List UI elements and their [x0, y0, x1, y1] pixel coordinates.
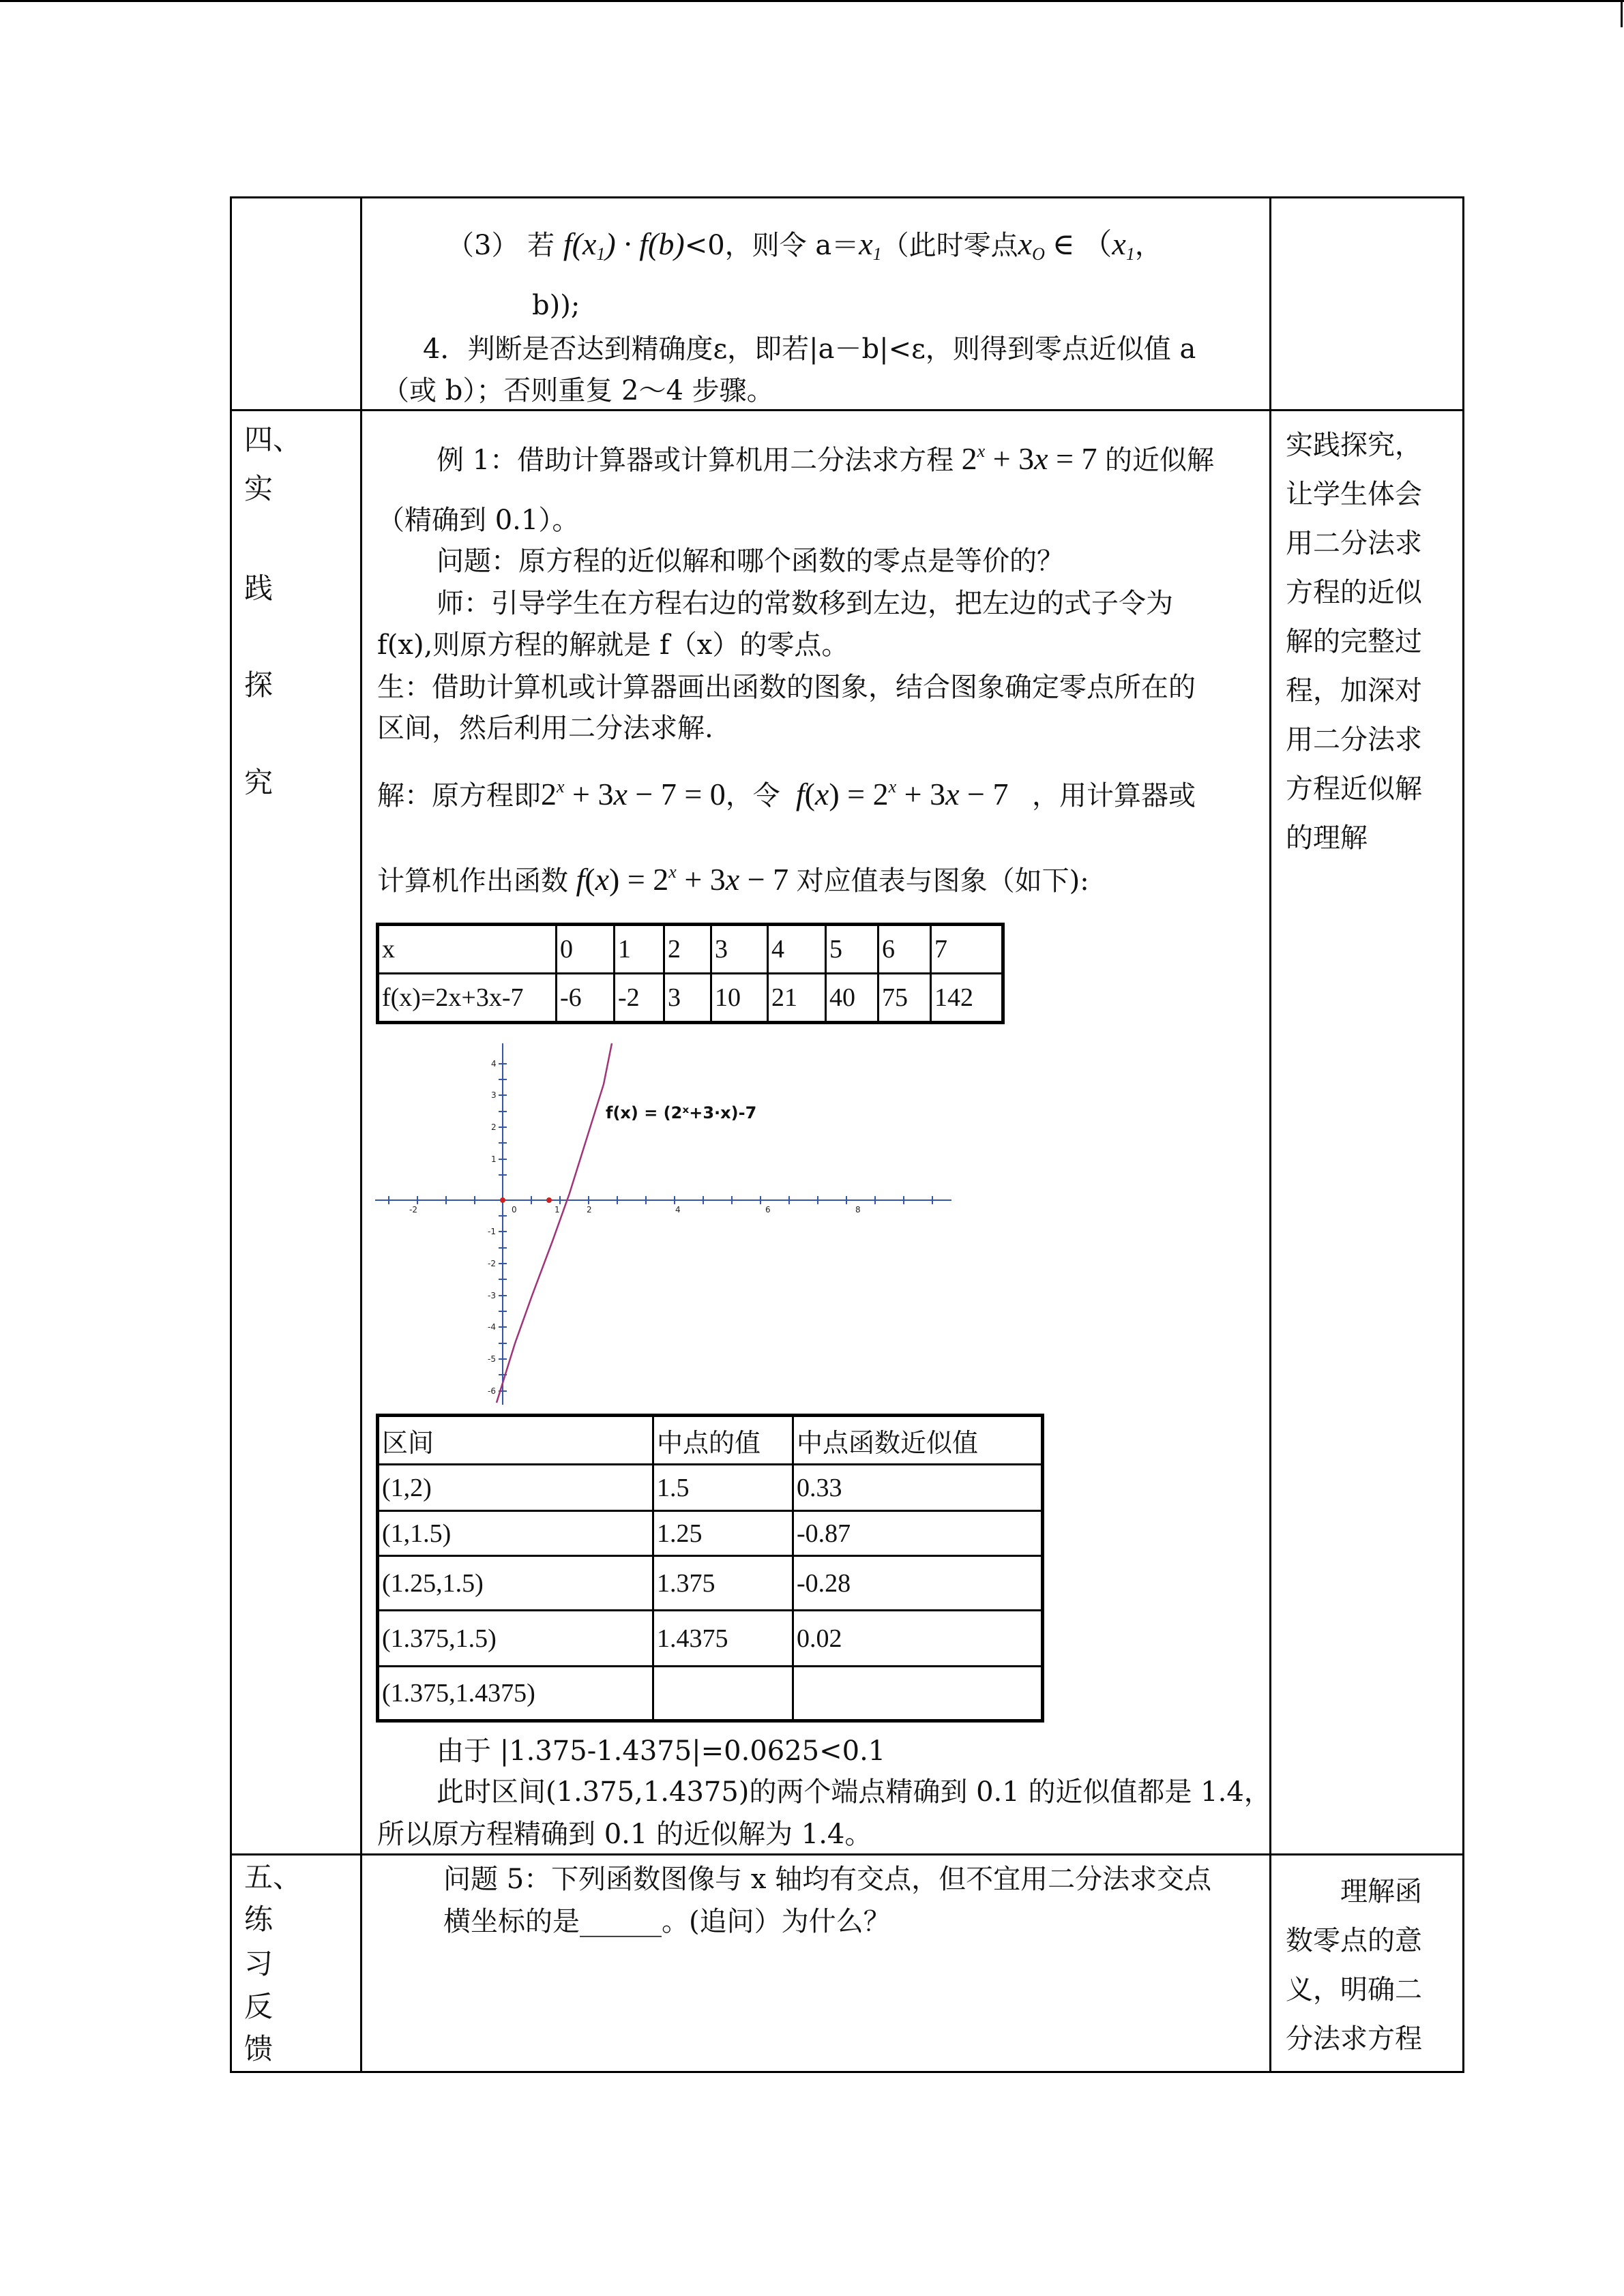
table-header: 中点函数近似值 — [793, 1416, 1043, 1465]
table-row — [378, 1511, 1043, 1556]
section-4-label-0: 四、 — [244, 423, 302, 456]
section-5-note — [1286, 1867, 1422, 2063]
table-cell: 1.4375 — [653, 1611, 793, 1667]
table-cell: 75 — [879, 974, 931, 1023]
table-cell: -0.28 — [793, 1556, 1043, 1611]
table-cell: 1 — [615, 925, 664, 974]
svg-text:-4: -4 — [488, 1322, 496, 1332]
section-5-label-2: 习 — [244, 1947, 274, 1980]
svg-text:8: 8 — [855, 1205, 861, 1214]
section-4-label-2: 践 — [244, 571, 274, 605]
note-line: 分法求方程 — [1286, 2023, 1422, 2055]
table-cell: f(x)=2x+3x-7 — [378, 974, 557, 1023]
example-1-line2: （精确到 0.1）。 — [377, 505, 580, 536]
table-cell: 3 — [664, 974, 711, 1023]
note-line: 程，加深对 — [1286, 675, 1422, 706]
note-line: 方程的近似 — [1286, 577, 1422, 608]
step4-line2: （或 b）；否则重复 2～4 步骤。 — [382, 375, 774, 406]
table-cell: 2 — [664, 925, 711, 974]
note-line: 义，明确二 — [1286, 1974, 1422, 2006]
table-cell: 40 — [826, 974, 879, 1023]
table-cell: x — [378, 925, 557, 974]
section-5-label-1: 练 — [244, 1903, 274, 1936]
svg-text:1: 1 — [555, 1205, 560, 1214]
table-cell: (1.375,1.5) — [378, 1611, 653, 1667]
page-top-border — [0, 0, 1624, 2]
page-corner-mark — [1621, 0, 1623, 27]
function-graph — [375, 1037, 955, 1408]
section-5-label-0: 五、 — [244, 1860, 302, 1894]
table-row — [378, 974, 1003, 1023]
table-cell: (1,2) — [378, 1465, 653, 1511]
note-line: 实践探究， — [1286, 430, 1422, 461]
example-1-line1: 例 1：借助计算器或计算机用二分法求方程 $2^x + 3x = 7$ 的近似解 — [437, 441, 1215, 476]
svg-text:4: 4 — [491, 1059, 497, 1069]
table-cell: (1.25,1.5) — [378, 1556, 653, 1611]
problem-5-line1: 问题 5：下列函数图像与 x 轴均有交点，但不宜用二分法求交点 — [443, 1864, 1212, 1895]
table-cell: 3 — [711, 925, 768, 974]
svg-text:-3: -3 — [488, 1291, 496, 1300]
since-line: 由于 |1.375-1.4375|=0.0625<0.1 — [437, 1735, 886, 1767]
table-cell: 1.375 — [653, 1556, 793, 1611]
svg-text:3: 3 — [491, 1090, 497, 1100]
section-4-label-4: 究 — [244, 766, 274, 799]
table-cell: 0.33 — [793, 1465, 1043, 1511]
svg-text:-6: -6 — [488, 1386, 496, 1396]
conclusion-line2: 所以原方程精确到 0.1 的近似解为 1.4。 — [377, 1819, 872, 1850]
svg-text:4: 4 — [675, 1205, 681, 1214]
table-cell: 21 — [768, 974, 826, 1023]
table-cell: 6 — [879, 925, 931, 974]
svg-text:0: 0 — [512, 1205, 517, 1214]
student-line2: 区间，然后利用二分法求解. — [377, 713, 713, 744]
note-line: 让学生体会 — [1286, 479, 1422, 510]
svg-text:-5: -5 — [488, 1354, 496, 1364]
table-cell: 1.5 — [653, 1465, 793, 1511]
value-table — [376, 923, 1005, 1024]
table-cell — [793, 1667, 1043, 1721]
table-cell: 4 — [768, 925, 826, 974]
svg-text:2: 2 — [587, 1205, 592, 1214]
note-line: 用二分法求 — [1286, 724, 1422, 756]
table-row — [378, 1611, 1043, 1667]
section-5-label-3: 反 — [244, 1990, 274, 2023]
table-cell: 142 — [931, 974, 1003, 1023]
row-divider-2 — [230, 1853, 1464, 1855]
table-header: 中点的值 — [653, 1416, 793, 1465]
svg-text:-2: -2 — [488, 1259, 496, 1268]
note-line: 数零点的意 — [1286, 1925, 1422, 1956]
svg-text:-2: -2 — [409, 1205, 417, 1214]
table-row — [378, 1667, 1043, 1721]
table-row — [378, 1465, 1043, 1511]
svg-text:6: 6 — [765, 1205, 771, 1214]
step4-line1: 4．判断是否达到精确度ε，即若|a－b|<ε，则得到零点近似值 a — [423, 333, 1196, 365]
step3-line: （3） 若 $f(x_1) \cdot f(b)<0$，则令 $a=x_1$（此时零点$x_O$ ∈ （$x_1$， — [447, 226, 1162, 264]
table-row — [378, 925, 1003, 974]
section-4-label-3: 探 — [244, 668, 274, 702]
svg-text:1: 1 — [491, 1154, 497, 1164]
table-cell: 1.25 — [653, 1511, 793, 1556]
table-cell — [653, 1667, 793, 1721]
table-cell: 5 — [826, 925, 879, 974]
graph-point-root — [546, 1197, 552, 1203]
table-cell: (1.375,1.4375) — [378, 1667, 653, 1721]
note-line: 理解函 — [1340, 1876, 1422, 1907]
column-divider-1 — [360, 196, 362, 2073]
solution-line: 解：原方程即$2^x + 3x - 7 = 0$，令 $f(x) = 2^x + 3x - 7$ ，用计算器或 — [377, 777, 1196, 811]
table-cell: (1,1.5) — [378, 1511, 653, 1556]
bisection-table — [376, 1414, 1044, 1723]
note-line: 用二分法求 — [1286, 528, 1422, 559]
table-cell: -6 — [557, 974, 615, 1023]
function-curve — [497, 1043, 612, 1403]
table-row — [378, 1556, 1043, 1611]
table-cell: 7 — [931, 925, 1003, 974]
table-cell: -0.87 — [793, 1511, 1043, 1556]
note-line: 的理解 — [1286, 822, 1368, 854]
graph-label: f(x) = (2ˣ+3·x)-7 — [606, 1103, 757, 1122]
table-cell: -2 — [615, 974, 664, 1023]
teacher-line1: 师：引导学生在方程右边的常数移到左边，把左边的式子令为 — [437, 588, 1173, 619]
question-text: 问题：原方程的近似解和哪个函数的零点是等价的？ — [437, 546, 1064, 577]
computer-line: 计算机作出函数 $f(x) = 2^x + 3x - 7$ 对应值表与图象（如下): — [377, 862, 1089, 897]
section-4-note — [1286, 421, 1422, 863]
svg-text:2: 2 — [491, 1122, 497, 1132]
section-5-label-4: 馈 — [244, 2032, 274, 2066]
step3-line-b: b)); — [532, 290, 580, 321]
table-cell: 0.02 — [793, 1611, 1043, 1667]
student-line1: 生：借助计算机或计算器画出函数的图象，结合图象确定零点所在的 — [377, 672, 1196, 703]
note-line: 解的完整过 — [1286, 626, 1422, 657]
table-cell: 0 — [557, 925, 615, 974]
graph-point-origin — [500, 1197, 505, 1203]
conclusion-line1: 此时区间(1.375,1.4375)的两个端点精确到 0.1 的近似值都是 1.4， — [437, 1776, 1271, 1808]
section-4-label-1: 实 — [244, 472, 274, 505]
teacher-line2: f(x),则原方程的解就是 f（x）的零点。 — [377, 629, 849, 661]
svg-text:-1: -1 — [488, 1227, 496, 1236]
problem-5-line2: 横坐标的是______。(追问）为什么？ — [443, 1906, 891, 1937]
table-header: 区间 — [378, 1416, 653, 1465]
table-row — [378, 1416, 1043, 1465]
note-line: 方程近似解 — [1286, 773, 1422, 805]
table-cell: 10 — [711, 974, 768, 1023]
